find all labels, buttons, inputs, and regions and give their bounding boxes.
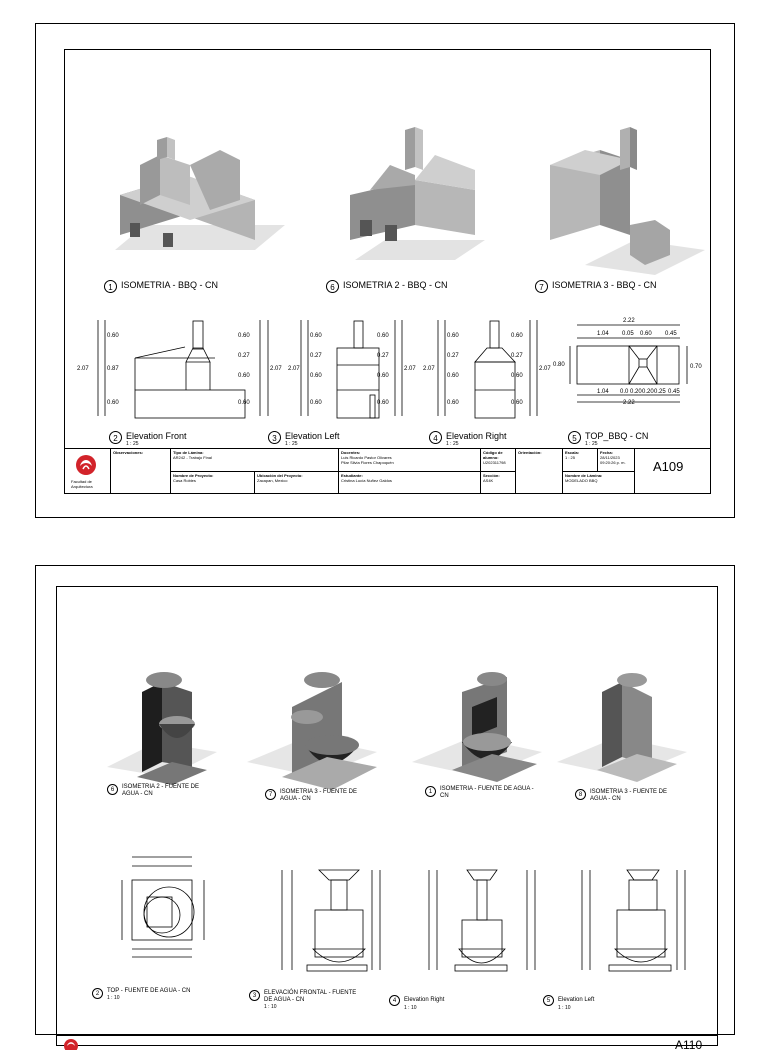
- docentes-value: Luis Ricardo Pastor Olivares Pilar Silvia Flores Chapoquén: [341, 455, 394, 465]
- view-label-fountain-iso-3a: [265, 789, 370, 803]
- escala-label: Escala:: [565, 450, 580, 455]
- proyecto-label: Nombre de Proyecto:: [173, 473, 214, 478]
- fecha-label: Fecha:: [600, 450, 613, 455]
- view-label-iso-1: [104, 280, 218, 293]
- view-scale: 1 : 10: [404, 1005, 417, 1011]
- view-label-top: [568, 431, 648, 447]
- view-scale: 1 : 25: [285, 441, 298, 447]
- dim-front-total: 2.07: [77, 366, 89, 372]
- sheet-a109-drawings: [65, 50, 710, 493]
- isometric-bbq-1: [115, 137, 285, 250]
- proyecto-value: Casa Robles: [173, 478, 196, 483]
- view-label-front: [109, 431, 187, 447]
- view-title: ELEVACIÓN FRONTAL - FUENTE DE AGUA - CN: [264, 990, 357, 1003]
- codigo-value: U202311798: [483, 460, 506, 465]
- view-title: ISOMETRIA - BBQ - CN: [121, 280, 219, 290]
- sheet-a110-frame: [56, 586, 718, 1052]
- dim-left-r-total: 2.07: [404, 366, 416, 372]
- view-number: 7: [265, 789, 276, 800]
- fountain-isometric-2: [247, 672, 377, 790]
- dim-top-r1-b: 0.05: [622, 331, 634, 337]
- fountain-front-elevation-drawing: [282, 870, 380, 971]
- sheet-a110-drawings: [57, 587, 717, 1045]
- view-number: 1: [104, 280, 117, 293]
- dim-front-1: 0.60: [107, 333, 119, 339]
- dim-top-overall: 2.22: [623, 318, 635, 324]
- view-scale: 1 : 25: [446, 441, 459, 447]
- ubicacion-value: Zacapan, Mexico: [257, 478, 288, 483]
- view-number: 4: [429, 431, 442, 444]
- view-number: 5: [543, 995, 554, 1006]
- view-title: Elevation Right: [404, 997, 445, 1003]
- estudiante-value: Cristina Lucía Nuñez Galdos: [341, 478, 392, 483]
- seccion-label: Sección:: [483, 473, 500, 478]
- dim-left-r4: 0.60: [377, 400, 389, 406]
- isometric-bbq-3: [550, 127, 705, 275]
- dim-top-r1-a: 1.04: [597, 331, 609, 337]
- view-title: ISOMETRIA 3 - FUENTE DE AGUA - CN: [280, 789, 358, 802]
- orientacion-cell: [515, 449, 562, 494]
- school-name: Facultad de Arquitectura: [71, 479, 93, 489]
- view-title: ISOMETRIA 3 - FUENTE DE AGUA - CN: [590, 789, 668, 802]
- dim-top-r2-d: 0.20: [642, 389, 654, 395]
- escala-cell: [562, 449, 597, 471]
- view-label-fountain-iso-2: [107, 784, 202, 798]
- view-scale: 1 : 10: [264, 1004, 277, 1010]
- dim-top-r2-e: 0.25: [654, 389, 666, 395]
- dim-left-4: 0.60: [310, 400, 322, 406]
- fountain-right-elevation-drawing: [429, 870, 535, 971]
- fountain-isometric-1: [107, 672, 217, 785]
- sheet-a110: [35, 565, 735, 1052]
- orientacion-label: Orientación:: [518, 450, 542, 455]
- sheet-number: A110: [675, 1038, 703, 1052]
- view-title: TOP_BBQ - CN: [585, 431, 649, 441]
- dim-top-overall-2: 2.22: [623, 400, 635, 406]
- dim-left-r1: 0.60: [377, 333, 389, 339]
- estudiante-label: Estudiante:: [341, 473, 363, 478]
- view-label-fountain-left: [543, 995, 594, 1011]
- view-scale: 1 : 10: [558, 1005, 571, 1011]
- docentes-cell: [338, 449, 480, 471]
- view-scale: 1 : 25: [126, 441, 139, 447]
- view-label-fountain-top: [92, 988, 197, 1001]
- lamina-label: Nombre de Lámina:: [565, 473, 603, 478]
- view-label-fountain-iso-3b: [575, 789, 680, 803]
- view-label-iso-3: [535, 280, 657, 293]
- view-number: 1: [425, 786, 436, 797]
- dim-right-r3: 0.60: [511, 373, 523, 379]
- dim-right-3: 0.60: [447, 373, 459, 379]
- dim-top-right: 0.70: [690, 364, 702, 370]
- view-number: 7: [535, 280, 548, 293]
- view-label-fountain-right: [389, 995, 444, 1011]
- view-scale: 1 : 10: [107, 995, 120, 1001]
- view-number: 2: [92, 988, 103, 999]
- title-block-a110: [57, 1035, 717, 1052]
- fountain-isometric-3: [412, 672, 542, 782]
- school-logo-icon: [63, 1038, 79, 1050]
- view-number: 2: [109, 431, 122, 444]
- view-label-left: [268, 431, 340, 447]
- dim-left-r3: 0.60: [377, 373, 389, 379]
- observaciones-label: Observaciones:: [113, 450, 144, 455]
- dim-top-left: 0.80: [553, 362, 565, 368]
- dim-right-r1: 0.60: [511, 333, 523, 339]
- view-label-fountain-front: [249, 990, 359, 1010]
- view-number: 4: [389, 995, 400, 1006]
- view-title: TOP - FUENTE DE AGUA - CN: [107, 988, 191, 994]
- docentes-label: Docentes:: [341, 450, 361, 455]
- sheet-a109: [35, 23, 735, 518]
- codigo-cell: [480, 449, 515, 471]
- view-number: 3: [249, 990, 260, 1001]
- view-title: ISOMETRIA 3 - BBQ - CN: [552, 280, 657, 290]
- dim-front-r2: 0.27: [238, 353, 250, 359]
- escala-value: 1 : 25: [565, 455, 576, 460]
- dim-front-r1: 0.60: [238, 333, 250, 339]
- dim-left-1: 0.60: [310, 333, 322, 339]
- fountain-top-drawing: [122, 857, 204, 957]
- school-logo-icon: [73, 454, 99, 476]
- view-title: Elevation Left: [558, 997, 595, 1003]
- dim-left-3: 0.60: [310, 373, 322, 379]
- dim-left-total: 2.07: [288, 366, 300, 372]
- estudiante-cell: [338, 471, 480, 494]
- fountain-left-elevation-drawing: [582, 870, 685, 971]
- dim-top-r1-c: 0.60: [640, 331, 652, 337]
- ubicacion-label: Ubicación del Proyecto:: [257, 473, 303, 478]
- sheet-a109-frame: [64, 49, 711, 494]
- fecha-value: 28/11/2023 09:20:26 p. m.: [600, 455, 626, 465]
- dim-top-r2-c: 0.20: [630, 389, 642, 395]
- dim-right-1: 0.60: [447, 333, 459, 339]
- view-title: ISOMETRIA 2 - FUENTE DE AGUA - CN: [122, 784, 200, 797]
- tipo-cell: [170, 449, 338, 471]
- view-title: Elevation Front: [126, 431, 187, 441]
- dim-front-r-total: 2.07: [270, 366, 282, 372]
- dim-right-r4: 0.60: [511, 400, 523, 406]
- view-title: ISOMETRIA 2 - BBQ - CN: [343, 280, 448, 290]
- proyecto-cell: [170, 471, 254, 494]
- lamina-value: MODELADO BBQ: [565, 478, 598, 483]
- view-title: Elevation Right: [446, 431, 507, 441]
- dim-right-r-total: 2.07: [539, 366, 551, 372]
- view-label-right: [429, 431, 507, 447]
- dim-right-total: 2.07: [423, 366, 435, 372]
- dim-front-3: 0.60: [107, 400, 119, 406]
- dim-left-r2: 0.27: [377, 353, 389, 359]
- dim-left-2: 0.27: [310, 353, 322, 359]
- dim-right-4: 0.60: [447, 400, 459, 406]
- title-block: [65, 448, 710, 494]
- seccion-cell: [480, 471, 515, 494]
- dim-right-2: 0.27: [447, 353, 459, 359]
- view-title: Elevation Left: [285, 431, 340, 441]
- view-number: 6: [107, 784, 118, 795]
- seccion-value: AS4K: [483, 478, 494, 483]
- lamina-cell: [562, 471, 634, 494]
- view-label-fountain-iso-1: [425, 786, 540, 800]
- dim-top-r2-b: 0.0: [620, 389, 629, 395]
- view-number: 3: [268, 431, 281, 444]
- dim-front-2: 0.87: [107, 366, 119, 372]
- sheet-number: A109: [653, 459, 684, 474]
- tipo-value: AR242 - Trabajo Final: [173, 455, 212, 460]
- dim-top-r1-d: 0.45: [665, 331, 677, 337]
- ubicacion-cell: [254, 471, 338, 494]
- observaciones-cell: [110, 449, 170, 494]
- view-number: 5: [568, 431, 581, 444]
- view-label-iso-2: [326, 280, 448, 293]
- dim-top-r2-a: 1.04: [597, 389, 609, 395]
- view-number: 8: [575, 789, 586, 800]
- dim-right-r2: 0.27: [511, 353, 523, 359]
- dim-front-r3: 0.60: [238, 373, 250, 379]
- fountain-isometric-4: [557, 673, 687, 782]
- view-title: ISOMETRIA - FUENTE DE AGUA - CN: [440, 786, 534, 799]
- fecha-cell: [597, 449, 634, 471]
- dim-top-r2-f: 0.45: [668, 389, 680, 395]
- tipo-label: Tipo de Lámina:: [173, 450, 204, 455]
- isometric-bbq-2: [350, 127, 485, 260]
- dim-front-r4: 0.60: [238, 400, 250, 406]
- codigo-label: Código de alumno:: [483, 450, 503, 460]
- view-scale: 1 : 25: [585, 441, 598, 447]
- view-number: 6: [326, 280, 339, 293]
